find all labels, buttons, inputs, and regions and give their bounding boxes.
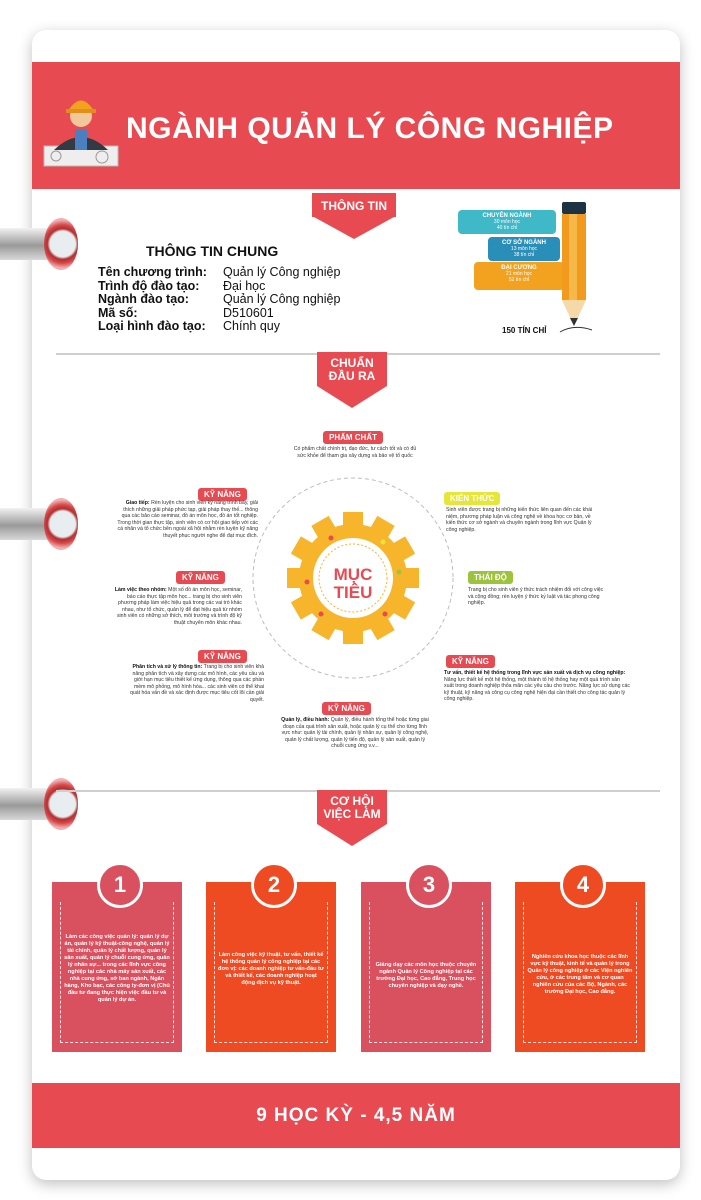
section-tag-label: CƠ HỘI <box>330 794 374 808</box>
skill-lead: Phân tích và xử lý thông tin: <box>132 664 203 670</box>
section-tag-label: CHUẨN <box>330 356 374 370</box>
info-row <box>98 263 398 277</box>
credit-block-dai-cuong <box>474 262 564 290</box>
ky-nang-nhom-text <box>114 587 242 627</box>
page-title: NGÀNH QUẢN LÝ CÔNG NGHIỆP <box>126 112 614 145</box>
info-label: Loại hình đào tạo: <box>98 319 206 333</box>
info-row <box>98 290 398 304</box>
credit-line: 52 tín chỉ <box>508 277 530 283</box>
ky-nang-phan-tich-text <box>124 664 264 704</box>
credit-name: CHUYÊN NGÀNH <box>482 213 532 219</box>
credit-line: 13 môn học <box>510 246 538 252</box>
credit-block-co-so-nganh <box>488 237 560 261</box>
job-number: 4 <box>560 862 606 908</box>
credit-line: 30 môn học <box>493 219 521 225</box>
section-tag-co-hoi <box>317 790 387 846</box>
job-text: Nghiên cứu khoa học thuộc các lĩnh vực kỹ thuật, kinh tế và quản lý trong Quản lý công nghiệp ở các Viện nghiên cứu, ở các trung tâm và cơ quan nghiên cứu của các Bộ, Ngành, các trường Đại học, Cao đẳng. <box>527 954 633 995</box>
info-value: Đại học <box>223 278 266 293</box>
section-tag-label: VIỆC LÀM <box>323 807 381 821</box>
pham-chat-text: Có phẩm chất chính trị, đạo đức, tư cách tốt và có đủ sức khỏe để tham gia xây dựng và bảo vệ tổ quốc <box>293 446 417 459</box>
credit-line: 40 tín chỉ <box>496 225 518 231</box>
binder-ring <box>0 494 80 554</box>
skill-text: Một số đồ án môn học, seminar, báo cáo thực tập môn học... trang bị cho sinh viên phương pháp làm việc hiệu quả trong các vai trò khác nhau, như tổ chức, quản lý để đạt hiệu quả từ nhóm sinh viên có những sở thích, môi trường và trình độ kỹ thuật chuyên môn khác nhau. <box>116 587 242 626</box>
credit-line: 21 môn học <box>505 271 533 277</box>
credit-line: 38 tín chỉ <box>513 252 535 258</box>
objectives-center-label: MỤC <box>333 565 373 584</box>
info-table <box>98 263 398 331</box>
job-card-1 <box>52 872 182 1052</box>
skill-text: Quản lý, điều hành tổng thể hoặc từng giai đoạn của quá trình sản xuất, hoặc quản lý cụ thể cho từng lĩnh vực như: quản lý tài chính, quản lý nhân sự, quản lý công nghệ, quản lý chất lượng, quản lý tiến độ, quản lý sản xuất, quản lý chuỗi cung ứng v.v... <box>281 717 429 750</box>
section-tag-thong-tin <box>312 193 396 239</box>
credit-name: ĐẠI CƯƠNG <box>501 265 537 271</box>
job-card-2 <box>206 872 336 1052</box>
info-value: Quản lý Công nghiệp <box>223 265 341 279</box>
footer-banner <box>32 1083 680 1148</box>
ky-nang-pill: KỸ NĂNG <box>198 488 247 501</box>
ky-nang-tu-van-text <box>444 670 630 703</box>
info-row <box>98 317 398 331</box>
ky-nang-pill: KỸ NĂNG <box>198 650 247 663</box>
job-text: Làm các công việc quản lý: quản lý dự án, quản lý kỹ thuật-công nghệ, quản lý tài chính, quản lý chất lượng, quản lý sản xuất, quản lý chuỗi cung ứng, quản lý nhân sự... trong các lĩnh vực công nghiệp tại các nhà máy sản xuất, các nhà cung ứng, sở ban ngành, Ngân hàng, Kho bạc, các công ty-đơn vị (Chủ đầu tư đang thực hiện việc đầu tư và quản lý dự án. <box>64 934 170 1003</box>
ky-nang-quan-ly-text <box>280 717 430 750</box>
skill-text: Rèn luyện cho sinh viên kỹ năng trình bày, giải thích những giải pháp phức tạp, giải pháp thay thế... thông qua các bảo cáo seminar, đồ án môn học, đồ án tốt nghiệp. Trong thời gian thực tập, sinh viên có cơ hội giao tiếp với các cá nhân và tổ chức bên ngoài xã hội nhằm rèn luyện kỹ năng thuyết phục người nghe để đạt mục đích. <box>117 500 258 539</box>
engineer-icon <box>42 80 120 170</box>
skill-lead: Tư vấn, thiết kế hệ thống trong lĩnh vực sản xuất và dịch vụ công nghiệp: <box>444 670 626 676</box>
duration-text: 9 HỌC KỲ - 4,5 NĂM <box>256 1105 456 1126</box>
skill-text: Năng lực thiết kế một hệ thống, một thành tố hệ thống hay một quá trình sản xuất trong doanh nghiệp thỏa mãn các yêu cầu cho trước. Năng lực sử dụng các kỹ thuật, kỹ năng và công cụ công nghệ hiện đại cần thiết cho công tác quản lý công nghiệp. <box>444 676 630 703</box>
skill-lead: Quản lý, điều hành: <box>281 717 330 723</box>
job-number: 2 <box>251 862 297 908</box>
info-label: Mã số: <box>98 305 138 320</box>
job-card-3 <box>361 872 491 1052</box>
objectives-center-label: TIÊU <box>333 583 373 602</box>
credit-block-chuyen-nganh <box>458 210 556 234</box>
section-tag-chuan-dau-ra <box>317 352 387 408</box>
info-label: Tên chương trình: <box>98 265 207 279</box>
pencil-icon <box>556 196 596 336</box>
ky-nang-pill: KỸ NĂNG <box>446 655 495 668</box>
job-number: 1 <box>97 862 143 908</box>
info-value: D510601 <box>223 305 274 320</box>
kien-thuc-text: Sinh viên được trang bị những kiến thức liên quan đến các khái niệm, phương pháp luận và công nghệ về khoa học cơ bản, về kiến thức cơ sở ngành và chuyên ngành trong lĩnh vực Quản lý công nghiệp. <box>446 507 593 533</box>
section-tag-label: ĐẦU RA <box>328 369 376 383</box>
ky-nang-pill: KỸ NĂNG <box>322 702 371 715</box>
info-heading: THÔNG TIN CHUNG <box>146 243 279 259</box>
total-credits: 150 TÍN CHỈ <box>502 326 547 335</box>
thai-do-text: Trang bị cho sinh viên ý thức trách nhiệm đối với công việc và cộng đồng; rèn luyện ý thức kỷ luật và tác phong công nghiệp. <box>468 587 604 607</box>
skill-text: Trang bị cho sinh viên khả năng phân tích và xây dựng các mô hình, các yêu cầu và giới hạn mục tiêu thiết kế ứng dụng, thông qua các phần mềm mô phỏng, mô hình hóa... các sinh viên có thể khai quát hóa vấn đề và xác định được mục tiêu cốt lõi cần giải quyết. <box>129 664 264 703</box>
credit-name: CƠ SỞ NGÀNH <box>502 240 546 246</box>
ky-nang-pill: KỸ NĂNG <box>176 571 225 584</box>
objectives-center <box>313 566 393 602</box>
skill-lead: Giao tiếp: <box>125 500 150 506</box>
info-row <box>98 277 398 291</box>
job-text: Giảng dạy các môn học thuộc chuyên ngành Quản lý Công nghiệp tại các trường Đại học, Cao đẳng, Trung học chuyên nghiệp và dạy nghề. <box>375 962 477 989</box>
binder-ring <box>0 214 80 274</box>
skill-lead: Làm việc theo nhóm: <box>114 587 167 593</box>
section-tag-label: THÔNG TIN <box>312 193 396 217</box>
job-card-4 <box>515 872 645 1052</box>
binder-ring <box>0 774 80 834</box>
kien-thuc-pill: KIẾN THỨC <box>444 492 500 505</box>
info-row <box>98 304 398 318</box>
info-label: Trình độ đào tạo: <box>98 278 200 293</box>
info-label: Ngành đào tạo: <box>98 292 189 306</box>
ky-nang-giao-tiep-text <box>116 500 258 540</box>
pham-chat-pill: PHẨM CHẤT <box>323 431 383 444</box>
thai-do-pill: THÁI ĐỘ <box>468 571 513 584</box>
info-value: Quản lý Công nghiệp <box>223 292 341 306</box>
job-number: 3 <box>406 862 452 908</box>
job-text: Làm công việc kỹ thuật, tư vấn, thiết kế hệ thống quản lý công nghiệp tại các đơn vị: các doanh nghiệp tư vấn-đầu tư và thiết kế, các doanh nghiệp hoạt động dịch vụ kỹ thuật. <box>218 952 324 986</box>
info-value: Chính quy <box>223 319 280 333</box>
